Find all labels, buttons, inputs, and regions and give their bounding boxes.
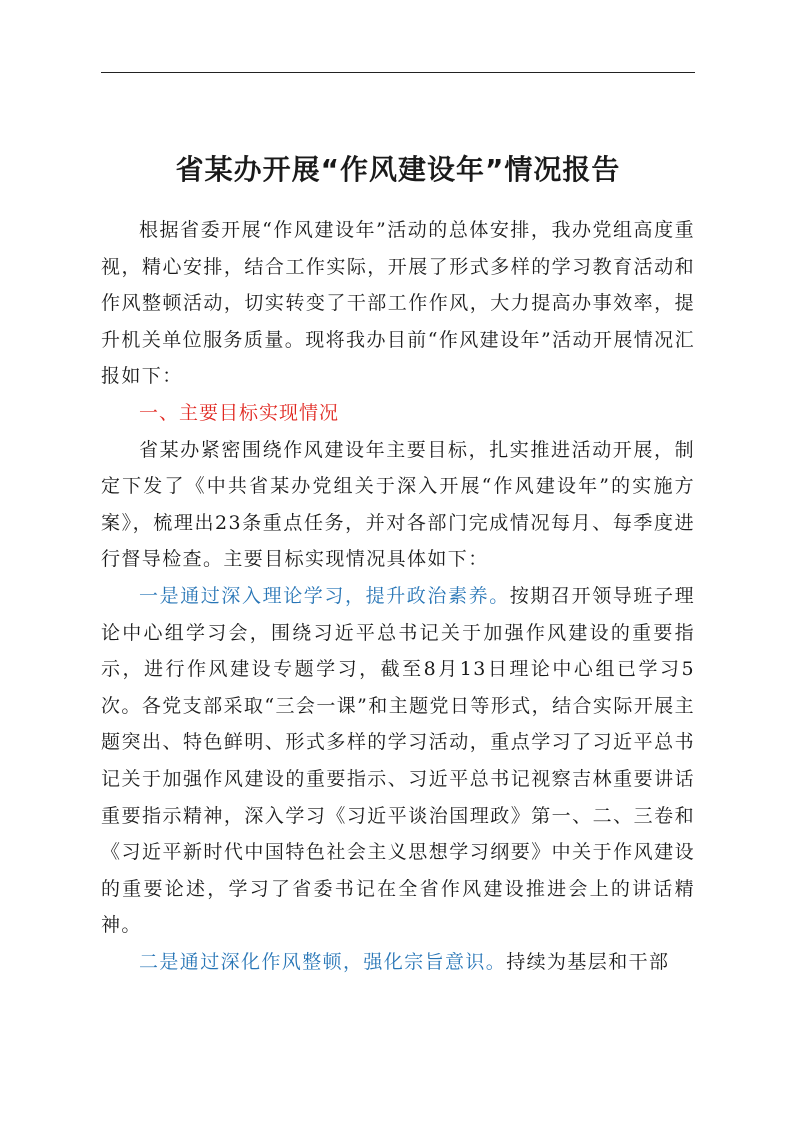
item2-paragraph (101, 944, 695, 981)
document-body (101, 212, 695, 980)
section-heading-1: 一、主要目标实现情况 (139, 401, 340, 424)
item1-lead: 一是通过深入理论学习，提升政治素养。 (139, 584, 510, 607)
section1-paragraph: 省某办紧密围绕作风建设年主要目标，扎实推进活动开展，制定下发了《中共省某办党组关于深入开展“作风建设年”的实施方案》，梳理出23条重点任务，并对各部门完成情况每月、每季度进行督导检查。主要目标实现情况具体如下： (101, 438, 695, 571)
header-rule (101, 72, 695, 73)
item1-paragraph (101, 578, 695, 944)
document-title: 省某办开展“作风建设年”情况报告 (175, 153, 621, 186)
item2-text: 持续为基层和干部 (506, 950, 670, 973)
item2-lead: 二是通过深化作风整顿，强化宗旨意识。 (139, 950, 507, 973)
intro-paragraph: 根据省委开展“作风建设年”活动的总体安排，我办党组高度重视，精心安排，结合工作实际，开展了形式多样的学习教育活动和作风整顿活动，切实转变了干部工作作风，大力提高办事效率，提升机关单位服务质量。现将我办目前“作风建设年”活动开展情况汇报如下： (101, 219, 695, 388)
item1-text: 按期召开领导班子理论中心组学习会，围绕习近平总书记关于加强作风建设的重要指示，进行作风建设专题学习，截至8月13日理论中心组已学习5次。各党支部采取“三会一课”和主题党日等形式，结合实际开展主题突出、特色鲜明、形式多样的学习活动，重点学习了习近平总书记关于加强作风建设的重要指示、习近平总书记视察吉林重要讲话重要指示精神，深入学习《习近平谈治国理政》第一、二、三卷和《习近平新时代中国特色社会主义思想学习纲要》中关于作风建设的重要论述，学习了省委书记在全省作风建设推进会上的讲话精神。 (101, 584, 695, 937)
